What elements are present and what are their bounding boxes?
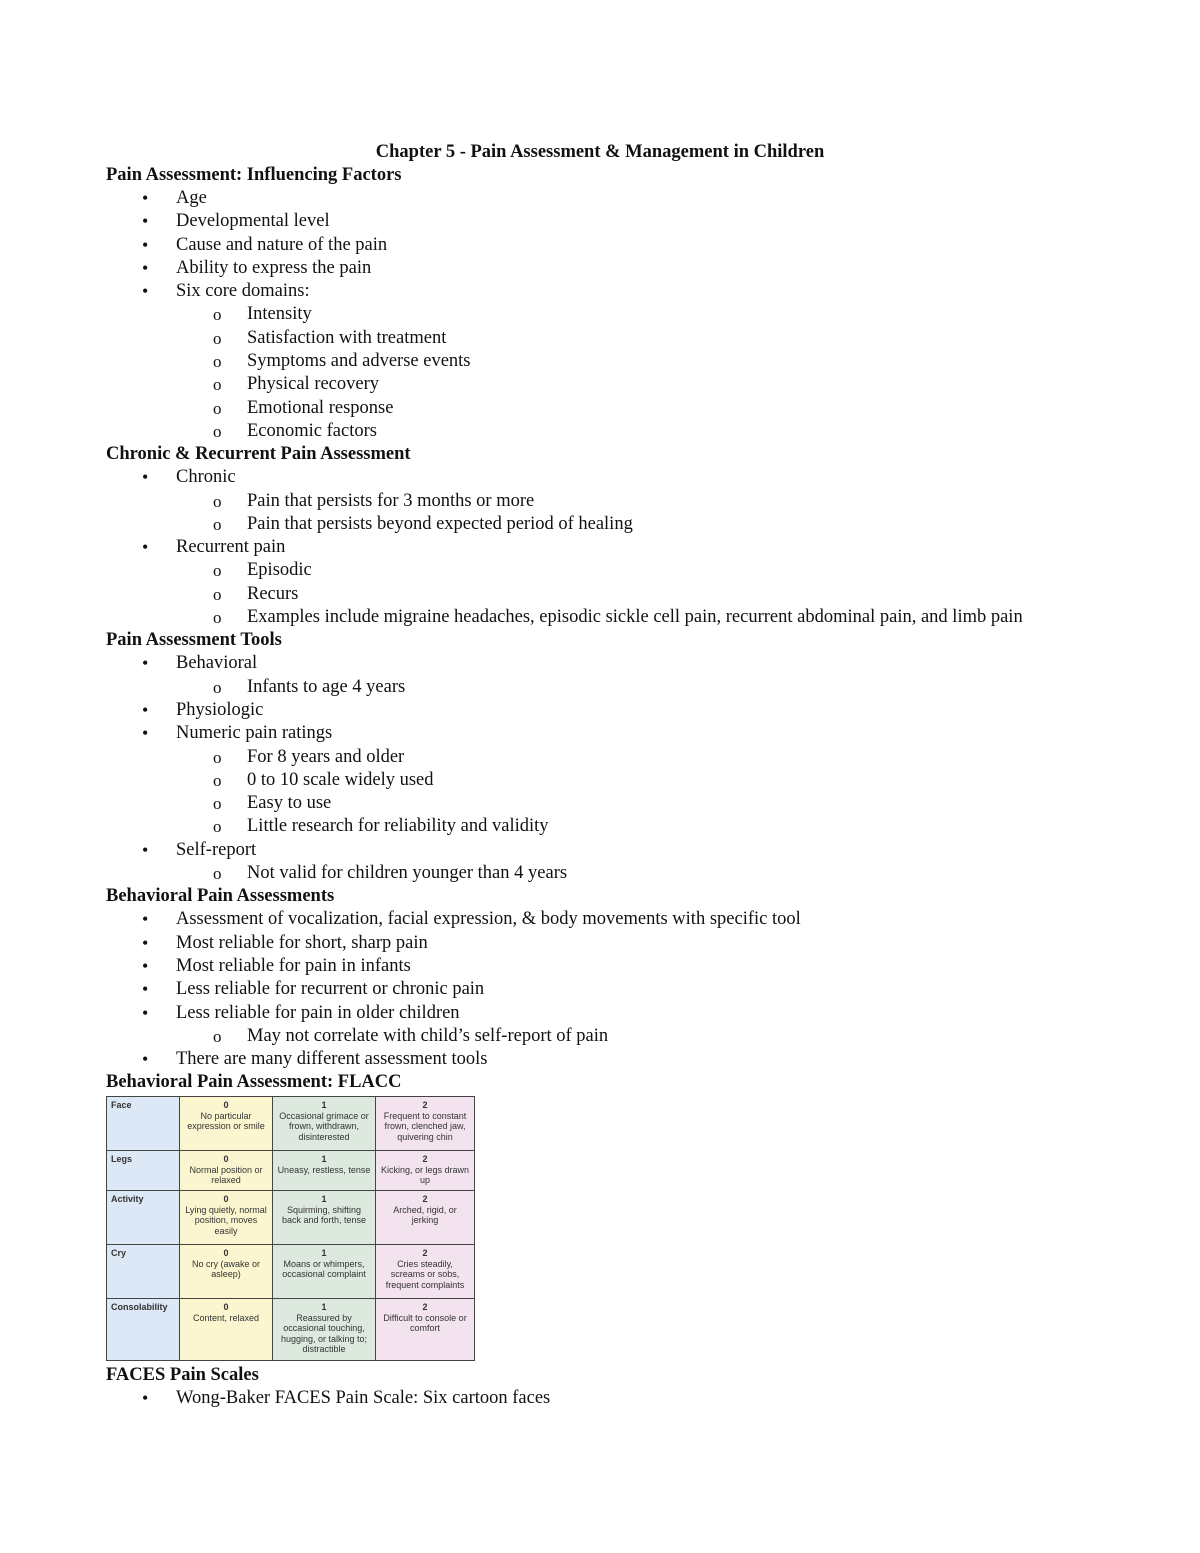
list-item: • Recurrent pain: [106, 536, 1106, 559]
sub-list-item: o Intensity: [106, 303, 1106, 326]
flacc-category: Consolability: [107, 1299, 180, 1361]
list-item: • There are many different assessment tools: [106, 1048, 1106, 1071]
sub-list-item: o Examples include migraine headaches, episodic sickle cell pain, recurrent abdominal pain, and limb pain: [106, 606, 1106, 629]
list-item: • Less reliable for pain in older children: [106, 1002, 1106, 1025]
list-behavioral-assessments: [106, 908, 1106, 1071]
document-page: [106, 141, 1106, 1411]
flacc-score: 0: [223, 1248, 229, 1259]
list-item: • Numeric pain ratings: [106, 722, 1106, 745]
sub-list-item: o May not correlate with child’s self-report of pain: [106, 1025, 1106, 1048]
flacc-score: 1: [321, 1100, 327, 1111]
flacc-description: Uneasy, restless, tense: [277, 1164, 371, 1175]
sub-list-item: o Pain that persists for 3 months or more: [106, 490, 1106, 513]
list-item: • Wong-Baker FACES Pain Scale: Six cartoon faces: [106, 1387, 1106, 1410]
flacc-description: Content, relaxed: [192, 1312, 260, 1323]
sub-list-item: o Physical recovery: [106, 373, 1106, 396]
heading-faces: FACES Pain Scales: [106, 1365, 259, 1386]
flacc-description: Reassured by occasional touching, hugging, or talking to; distractible: [280, 1312, 368, 1355]
flacc-score-cell: [376, 1151, 475, 1191]
list-item: • Most reliable for short, sharp pain: [106, 932, 1106, 955]
flacc-description: No cry (awake or asleep): [191, 1258, 261, 1280]
sub-list-item: o Emotional response: [106, 397, 1106, 420]
flacc-score: 2: [422, 1154, 428, 1165]
flacc-score: 1: [321, 1302, 327, 1313]
flacc-row: [107, 1245, 475, 1299]
heading-behavioral-assessments: Behavioral Pain Assessments: [106, 886, 335, 907]
flacc-description: Squirming, shifting back and forth, tense: [281, 1204, 367, 1226]
list-item: • Less reliable for recurrent or chronic pain: [106, 978, 1106, 1001]
flacc-table: [106, 1096, 475, 1361]
sub-list-item: o Not valid for children younger than 4 years: [106, 862, 1106, 885]
flacc-category: Activity: [107, 1191, 180, 1245]
heading-flacc: Behavioral Pain Assessment: FLACC: [106, 1072, 402, 1093]
flacc-category: Legs: [107, 1151, 180, 1191]
flacc-score-cell: [376, 1245, 475, 1299]
flacc-score: 0: [223, 1302, 229, 1313]
list-item: • Self-report: [106, 839, 1106, 862]
list-item: • Developmental level: [106, 210, 1106, 233]
page-title: Chapter 5 - Pain Assessment & Management in Children: [375, 142, 825, 162]
flacc-description: No particular expression or smile: [187, 1110, 265, 1132]
flacc-description: Lying quietly, normal position, moves easily: [185, 1204, 267, 1236]
flacc-description: Normal position or relaxed: [189, 1164, 263, 1186]
flacc-score-cell: [273, 1299, 376, 1361]
flacc-score: 2: [422, 1248, 428, 1259]
heading-assessment-tools: Pain Assessment Tools: [106, 630, 282, 651]
list-item: • Behavioral: [106, 652, 1106, 675]
sub-list-item: o Infants to age 4 years: [106, 676, 1106, 699]
list-item: • Cause and nature of the pain: [106, 234, 1106, 257]
heading-chronic-recurrent: Chronic & Recurrent Pain Assessment: [106, 444, 411, 465]
flacc-score: 0: [223, 1194, 229, 1205]
flacc-description: Difficult to console or comfort: [383, 1312, 467, 1334]
list-chronic-recurrent: [106, 466, 1106, 629]
list-item: • Six core domains:: [106, 280, 1106, 303]
flacc-score: 2: [422, 1302, 428, 1313]
list-item: • Chronic: [106, 466, 1106, 489]
flacc-score-cell: [273, 1151, 376, 1191]
flacc-score: 2: [422, 1194, 428, 1205]
sub-list-item: o Little research for reliability and validity: [106, 815, 1106, 838]
list-item: • Age: [106, 187, 1106, 210]
flacc-score: 1: [321, 1194, 327, 1205]
sub-list-item: o Satisfaction with treatment: [106, 327, 1106, 350]
flacc-row: [107, 1151, 475, 1191]
list-assessment-tools: [106, 652, 1106, 885]
sub-list-item: o Pain that persists beyond expected period of healing: [106, 513, 1106, 536]
flacc-score-cell: [273, 1245, 376, 1299]
flacc-score-cell: [180, 1097, 273, 1151]
list-item: • Most reliable for pain in infants: [106, 955, 1106, 978]
flacc-score-cell: [180, 1191, 273, 1245]
flacc-score-cell: [376, 1097, 475, 1151]
flacc-description: Cries steadily, screams or sobs, frequent complaints: [385, 1258, 465, 1290]
flacc-row: [107, 1097, 475, 1151]
flacc-score-cell: [376, 1191, 475, 1245]
sub-list-item: o Symptoms and adverse events: [106, 350, 1106, 373]
flacc-score: 1: [321, 1154, 327, 1165]
flacc-description: Frequent to constant frown, clenched jaw, quivering chin: [383, 1110, 467, 1142]
flacc-description: Kicking, or legs drawn up: [380, 1164, 470, 1186]
list-item: • Assessment of vocalization, facial expression, & body movements with specific tool: [106, 908, 1106, 931]
flacc-score-cell: [273, 1191, 376, 1245]
flacc-score-cell: [180, 1151, 273, 1191]
flacc-score: 0: [223, 1100, 229, 1111]
heading-influencing-factors: Pain Assessment: Influencing Factors: [106, 165, 402, 185]
sub-list-item: o 0 to 10 scale widely used: [106, 769, 1106, 792]
list-item: • Physiologic: [106, 699, 1106, 722]
flacc-row: [107, 1299, 475, 1361]
list-influencing-factors: [106, 187, 1106, 443]
flacc-description: Moans or whimpers, occasional complaint: [282, 1258, 366, 1280]
flacc-score: 1: [321, 1248, 327, 1259]
flacc-description: Arched, rigid, or jerking: [393, 1204, 457, 1226]
sub-list-item: o Economic factors: [106, 420, 1106, 443]
flacc-score-cell: [376, 1299, 475, 1361]
sub-list-item: o Easy to use: [106, 792, 1106, 815]
flacc-score-cell: [180, 1245, 273, 1299]
flacc-score: 2: [422, 1100, 428, 1111]
sub-list-item: o Recurs: [106, 583, 1106, 606]
flacc-score: 0: [223, 1154, 229, 1165]
flacc-description: Occasional grimace or frown, withdrawn, disinterested: [279, 1110, 369, 1142]
flacc-score-cell: [273, 1097, 376, 1151]
sub-list-item: o For 8 years and older: [106, 746, 1106, 769]
flacc-score-cell: [180, 1299, 273, 1361]
list-item: • Ability to express the pain: [106, 257, 1106, 280]
flacc-category: Cry: [107, 1245, 180, 1299]
sub-list-item: o Episodic: [106, 559, 1106, 582]
flacc-row: [107, 1191, 475, 1245]
list-faces: [106, 1387, 1106, 1410]
flacc-category: Face: [107, 1097, 180, 1151]
